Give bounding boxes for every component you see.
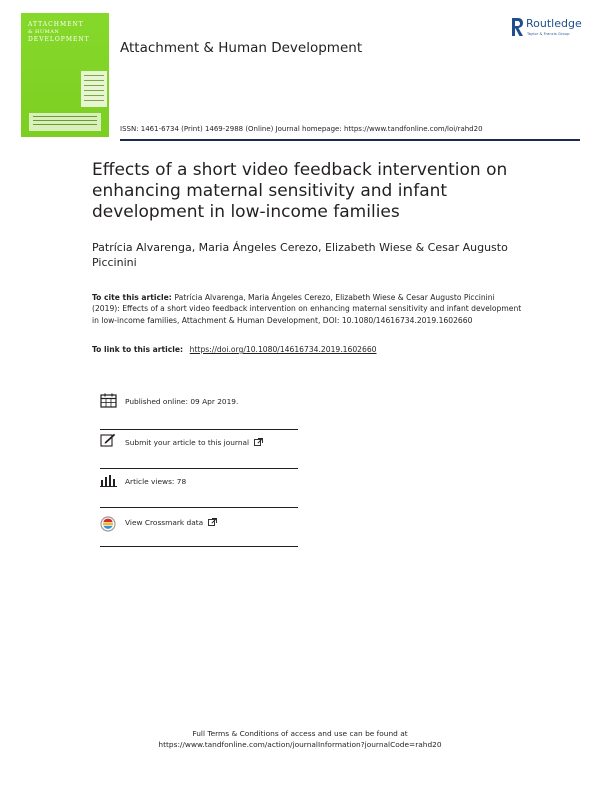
submit-article-label: Submit your article to this journal <box>125 438 250 447</box>
article-link-label: To link to this article: <box>92 345 186 354</box>
external-link-icon <box>208 518 217 526</box>
article-authors: Patrícia Alvarenga, Maria Ángeles Cerezo, Elizabeth Wiese & Cesar Augusto Piccinini <box>92 241 508 269</box>
article-link-line <box>92 345 376 354</box>
cover-title-line3: DEVELOPMENT <box>28 36 90 43</box>
cover-title-line2: & HUMAN <box>28 29 60 35</box>
footer-terms-text: Full Terms & Conditions of access and use can be found at <box>192 729 408 738</box>
article-doi-link[interactable]: https://doi.org/10.1080/14616734.2019.1602660 <box>189 345 377 354</box>
edit-icon <box>100 433 116 447</box>
external-link-icon <box>254 438 263 446</box>
submit-article-row[interactable] <box>100 429 298 469</box>
published-date: Published online: 09 Apr 2019. <box>125 397 239 406</box>
citation-block <box>92 292 522 326</box>
cover-text-box <box>29 113 101 131</box>
journal-homepage-link[interactable]: https://www.tandfonline.com/loi/rahd20 <box>343 125 483 133</box>
publisher-tagline: Taylor & Francis Group <box>527 32 570 36</box>
header-divider <box>120 139 580 141</box>
article-views-row <box>100 468 298 508</box>
journal-cover-image <box>21 13 109 137</box>
footer-terms-link[interactable]: https://www.tandfonline.com/action/journalInformation?journalCode=rahd20 <box>158 740 442 749</box>
citation-text: Patrícia Alvarenga, Maria Ángeles Cerezo, Elizabeth Wiese & Cesar Augusto Piccinini (2019): Effects of a short video feedback intervention on enhancing maternal sensitivity and infant development in low-income families, Attachment & Human Development, DOI: 10.1080/14616734.2019.1602660 <box>92 293 522 325</box>
crossmark-label: View Crossmark data <box>125 518 204 527</box>
journal-title: Attachment & Human Development <box>120 40 363 56</box>
calendar-icon <box>100 393 117 408</box>
cover-text-panel <box>81 71 107 107</box>
article-views-count: Article views: 78 <box>125 477 187 486</box>
citation-label: To cite this article: <box>92 293 175 302</box>
crossmark-link[interactable] <box>125 518 217 527</box>
issn-text: ISSN: 1461-6734 (Print) 1469-2988 (Online) Journal homepage: <box>120 125 344 133</box>
article-title: Effects of a short video feedback intervention on enhancing maternal sensitivity and infant development in low-income families <box>92 160 508 222</box>
bar-chart-icon <box>100 474 117 487</box>
cover-title-line1: ATTACHMENT <box>28 21 84 28</box>
publisher-name: Routledge <box>526 17 582 30</box>
submit-article-link[interactable] <box>125 438 263 447</box>
crossmark-row[interactable] <box>100 507 298 547</box>
published-row <box>100 390 298 430</box>
crossmark-icon <box>100 516 116 534</box>
routledge-logo-icon <box>510 17 524 37</box>
issn-line <box>120 125 483 133</box>
